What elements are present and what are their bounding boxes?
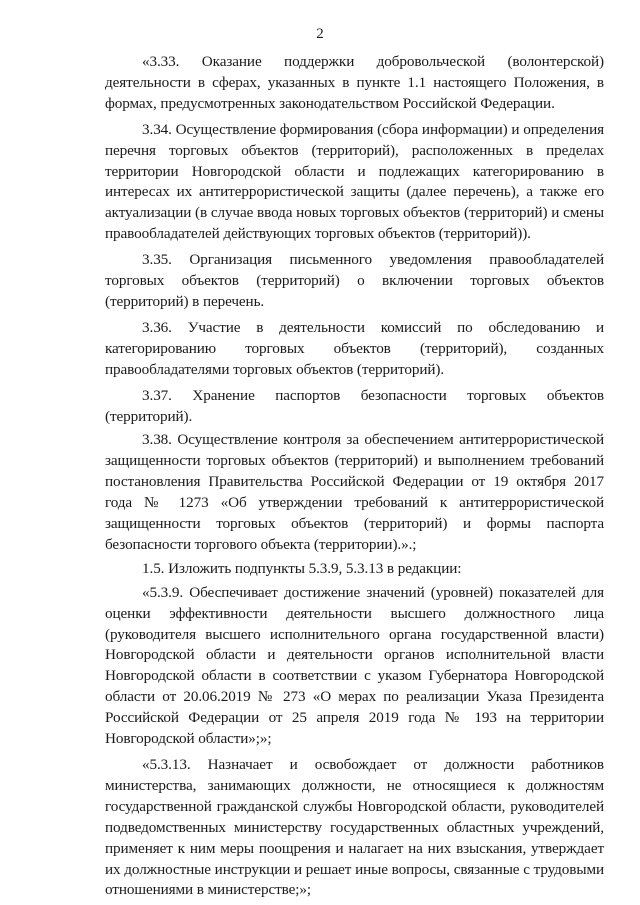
paragraph-1-5: 1.5. Изложить подпункты 5.3.9, 5.3.13 в редакции: bbox=[142, 559, 462, 577]
paragraph-3-34: 3.34. Осуществление формирования (сбора информации) и определения перечня торговых объектов (территорий), расположенных в пределах территории Новгородской области и подлежащих категорированию в интересах их антитеррористической защиты (далее перечень), а также его актуализации (в случае ввода новых торговых объектов (территорий) и смены правообладателей действующих торговых объектов (территорий)). bbox=[105, 120, 604, 243]
page-number: 2 bbox=[316, 26, 324, 42]
paragraph-5-3-13: «5.3.13. Назначает и освобождает от должности работников министерства, занимающих должности, не относящиеся к должностям государственной гражданской службы Новгородской области, руководителей подведомственных министерству государственных областных учреждений, применяет к ним меры поощрения и налагает на них взыскания, утверждает их должностные инструкции и решает иные вопросы, связанные с трудовыми отношениями в министерстве;»; bbox=[105, 756, 604, 899]
paragraph-3-35: 3.35. Организация письменного уведомления правообладателей торговых объектов (территорий) о включении торговых объектов (территорий) в перечень. bbox=[105, 251, 604, 310]
paragraph-5-3-9: «5.3.9. Обеспечивает достижение значений (уровней) показателей для оценки эффективности деятельности высшего должностного лица (руководителя высшего исполнительного органа государственной власти) Новгородской области и деятельности органов исполнительной власти Новгородской области в соответствии с указом Губернатора Новгородской области от 20.06.2019 № 273 «О мерах по реализации Указа Президента Российской Федерации от 25 апреля 2019 года № 193 на территории Новгородской области»;»; bbox=[105, 583, 604, 748]
paragraph-3-38: 3.38. Осуществление контроля за обеспечением антитеррористической защищенности торговых объектов (территорий) и выполнением требований постановления Правительства Российской Федерации от 19 октября 2017 года № 1273 «Об утверждении требований к антитеррористической защищенности торговых объектов (территорий) и формы паспорта безопасности торгового объекта (территории).».; bbox=[105, 431, 604, 553]
document-body bbox=[105, 52, 604, 902]
paragraph-3-33: «3.33. Оказание поддержки добровольческой (волонтерской) деятельности в сферах, указанных в пункте 1.1 настоящего Положения, в формах, предусмотренных законодательством Российской Федерации. bbox=[105, 53, 604, 112]
paragraph-3-36: 3.36. Участие в деятельности комиссий по обследованию и категорированию торговых объектов (территорий), созданных правообладателями торговых объектов (территорий). bbox=[105, 318, 604, 378]
paragraph-3-37: 3.37. Хранение паспортов безопасности торговых объектов (территорий). bbox=[105, 386, 604, 425]
